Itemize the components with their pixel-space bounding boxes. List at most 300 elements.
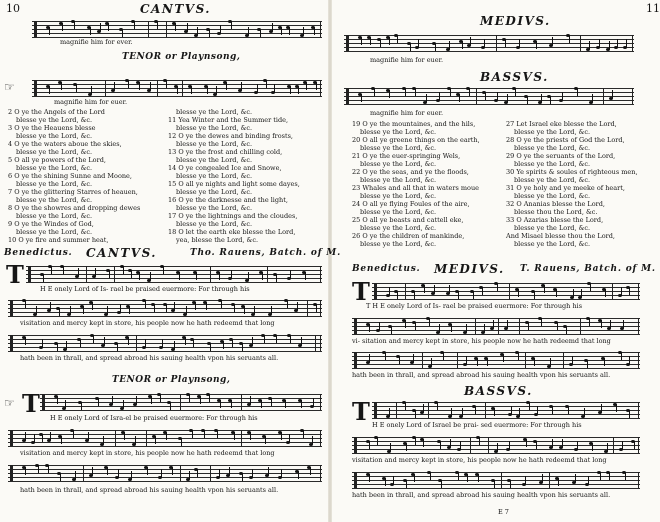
- bassus-heading: BASSVS.: [480, 70, 549, 84]
- note-stem: [103, 436, 104, 444]
- barline: [105, 80, 106, 96]
- barline: [180, 394, 181, 410]
- staff-line: [352, 441, 640, 442]
- barline: [549, 472, 550, 488]
- staff-line: [32, 29, 322, 30]
- note-stem: [525, 476, 526, 484]
- staff-lyric: H E onely Lord of Is- rael be praised euermore: For through his: [40, 285, 250, 293]
- note-stem: [361, 94, 362, 102]
- barline: [182, 80, 183, 96]
- staff-line: [40, 402, 322, 403]
- note-stem: [42, 339, 43, 347]
- note-stem: [434, 285, 435, 293]
- note-stem: [145, 300, 146, 308]
- note-stem: [423, 439, 424, 447]
- note-stem: [265, 436, 266, 444]
- tenor-heading: TENOR or Playnsong,: [122, 52, 241, 62]
- barline: [83, 465, 84, 481]
- note-stem: [389, 90, 390, 98]
- barline: [320, 266, 321, 282]
- note-stem: [189, 394, 190, 402]
- note-stem: [234, 304, 235, 312]
- note-stem: [526, 439, 527, 447]
- note-stem: [437, 402, 438, 410]
- note-stem: [415, 322, 416, 330]
- staff-line: [352, 334, 640, 335]
- note-stem: [76, 84, 77, 92]
- staff-lyric: H E onely Lord of Israel be prai- sed euermore: For through his: [372, 421, 582, 429]
- note-stem: [104, 337, 105, 345]
- note-stem: [151, 396, 152, 404]
- note-stem: [73, 430, 74, 438]
- note-stem: [380, 39, 381, 47]
- verse-line: 2 O ye the Angels of the Lord: [8, 108, 105, 116]
- staff-line: [352, 445, 640, 446]
- note-stem: [377, 437, 378, 445]
- staff-lyric: visitation and mercy kept in store, his people now he hath redeemd that long: [20, 319, 275, 327]
- note-stem: [163, 266, 164, 274]
- note-stem: [415, 88, 416, 96]
- note-stem: [122, 29, 123, 37]
- staff-line: [26, 274, 322, 275]
- barline: [320, 80, 321, 96]
- note-stem: [397, 291, 398, 299]
- verse-line: blesse thou the Lord, &c.: [514, 208, 598, 216]
- note-stem: [219, 272, 220, 280]
- music-staff: [352, 435, 640, 455]
- note-stem: [220, 400, 221, 408]
- verse-line: 7 O ye the glittering Starres of heauen,: [8, 188, 138, 196]
- note-stem: [25, 467, 26, 475]
- verses-column-2: [168, 108, 300, 244]
- note-stem: [450, 439, 451, 447]
- note-stem: [389, 408, 390, 416]
- note-stem: [473, 291, 474, 299]
- barline: [320, 465, 321, 481]
- note-stem: [310, 467, 311, 475]
- note-stem: [406, 480, 407, 488]
- note-stem: [81, 402, 82, 410]
- note-stem: [204, 430, 205, 438]
- barline: [632, 88, 633, 104]
- note-stem: [462, 408, 463, 416]
- running-head: CANTVS.: [140, 2, 211, 16]
- staff-line: [352, 437, 640, 438]
- verse-line: blesse ye the Lord, &c.: [16, 212, 93, 220]
- note-stem: [242, 473, 243, 481]
- barline: [638, 318, 639, 334]
- note-stem: [509, 441, 510, 449]
- note-stem: [229, 467, 230, 475]
- music-staff: [8, 333, 322, 353]
- note-stem: [423, 404, 424, 412]
- note-stem: [528, 322, 529, 330]
- note-stem: [629, 287, 630, 295]
- staff-lyric: hath been in thrall, and spread abroad his sauing health vpon his seruants all.: [352, 371, 611, 379]
- barline: [632, 35, 633, 51]
- clef-mark: [10, 430, 13, 446]
- note-stem: [217, 430, 218, 438]
- note-stem: [57, 396, 58, 404]
- note-stem: [175, 23, 176, 31]
- note-stem: [155, 436, 156, 444]
- note-stem: [223, 341, 224, 349]
- verse-line: 32 O Ananias blesse the Lord,: [506, 200, 605, 208]
- note-stem: [577, 88, 578, 96]
- note-stem: [405, 320, 406, 328]
- note-stem: [161, 469, 162, 477]
- staff-line: [40, 394, 322, 395]
- note-stem: [242, 343, 243, 351]
- note-stem: [303, 27, 304, 35]
- staff-line: [40, 406, 322, 407]
- barline: [267, 266, 268, 282]
- verse-line: 12 O ye the dewes and binding frosts,: [168, 132, 293, 140]
- note-stem: [511, 406, 512, 414]
- note-stem: [261, 400, 262, 408]
- note-stem: [290, 335, 291, 343]
- verse-line: blesse ye the Lord, &c.: [360, 128, 437, 136]
- staff-line: [8, 446, 322, 447]
- note-stem: [369, 324, 370, 332]
- note-stem: [108, 23, 109, 31]
- note-stem: [415, 410, 416, 418]
- clef-mark: [374, 402, 377, 418]
- pointing-hand-icon: ☞: [4, 80, 15, 94]
- verse-line: blesse ye the Lord, &c.: [360, 240, 437, 248]
- note-stem: [515, 88, 516, 96]
- note-stem: [231, 21, 232, 29]
- note-stem: [281, 469, 282, 477]
- note-stem: [61, 436, 62, 444]
- music-staff: [344, 33, 634, 53]
- note-stem: [120, 304, 121, 312]
- note-stem: [451, 324, 452, 332]
- verse-line: yea, blesse the Lord, &c.: [176, 236, 259, 244]
- note-stem: [187, 23, 188, 31]
- note-stem: [625, 472, 626, 480]
- note-stem: [369, 441, 370, 449]
- verse-line: 23 Whales and all that in waters moue: [352, 184, 479, 192]
- note-stem: [536, 441, 537, 449]
- note-stem: [174, 341, 175, 349]
- barline: [457, 352, 458, 368]
- staff-line: [32, 21, 322, 22]
- verse-line: blesse ye the Lord, &c.: [360, 208, 437, 216]
- barline: [519, 318, 520, 334]
- note-stem: [166, 80, 167, 88]
- verse-line: blesse ye the Lord, &c.: [16, 164, 93, 172]
- verse-line: blesse ye the Lord, &c.: [360, 176, 437, 184]
- verse-line: 21 O ye the euer-springing Wels,: [352, 152, 461, 160]
- barline: [612, 283, 613, 299]
- note-stem: [42, 434, 43, 442]
- note-stem: [552, 439, 553, 447]
- note-stem: [410, 43, 411, 51]
- barline: [166, 21, 167, 37]
- note-stem: [49, 27, 50, 35]
- barline: [476, 88, 477, 104]
- note-stem: [128, 80, 129, 88]
- staff-line: [372, 287, 640, 288]
- barline: [115, 430, 116, 446]
- music-staff: [352, 350, 640, 370]
- note-stem: [157, 21, 158, 29]
- clef-mark: [28, 266, 31, 282]
- note-stem: [272, 23, 273, 31]
- note-stem: [271, 398, 272, 406]
- staff-lyric: visitation and mercy kept in store, his people now he hath redeemd that long: [352, 456, 607, 464]
- note-stem: [313, 398, 314, 406]
- note-stem: [117, 343, 118, 351]
- note-stem: [185, 337, 186, 345]
- staff-line: [32, 96, 322, 97]
- note-stem: [186, 306, 187, 314]
- note-stem: [439, 92, 440, 100]
- barline: [428, 402, 429, 418]
- note-stem: [379, 322, 380, 330]
- verse-line: blesse ye the Lord, &c.: [16, 148, 93, 156]
- note-stem: [573, 289, 574, 297]
- clef-mark: [346, 88, 349, 104]
- verse-line: blesse ye the Lord, &c.: [360, 192, 437, 200]
- note-stem: [621, 287, 622, 295]
- note-stem: [118, 469, 119, 477]
- barline: [136, 335, 137, 351]
- note-stem: [231, 400, 232, 408]
- note-stem: [289, 434, 290, 442]
- note-stem: [316, 82, 317, 90]
- note-stem: [414, 474, 415, 482]
- note-stem: [622, 441, 623, 449]
- note-stem: [609, 41, 610, 49]
- note-stem: [136, 396, 137, 404]
- clef-mark: [354, 318, 357, 334]
- note-stem: [467, 474, 468, 482]
- note-stem: [493, 320, 494, 328]
- note-stem: [587, 360, 588, 368]
- verse-line: 11 Yea Winter and the Summer tide,: [168, 116, 289, 124]
- verse-line: blesse ye the Lord, &c.: [176, 108, 253, 116]
- staff-lyric: H E onely Lord of Isra-el be praised euermore: For through his: [50, 414, 258, 422]
- note-stem: [487, 358, 488, 366]
- note-stem: [226, 82, 227, 90]
- note-stem: [616, 404, 617, 412]
- note-stem: [220, 25, 221, 33]
- note-stem: [397, 35, 398, 43]
- note-stem: [25, 432, 26, 440]
- note-stem: [66, 341, 67, 349]
- staff-line: [372, 406, 640, 407]
- verse-line: blesse ye the Lord, &c.: [176, 220, 253, 228]
- staff-lyric: magnifie him for euer.: [370, 56, 444, 64]
- clef-mark: [34, 21, 37, 37]
- note-stem: [572, 356, 573, 364]
- note-stem: [568, 406, 569, 414]
- note-stem: [216, 86, 217, 94]
- music-staff: [372, 281, 640, 301]
- part-name: MEDIVS.: [434, 262, 505, 276]
- note-stem: [527, 96, 528, 104]
- note-stem: [415, 437, 416, 445]
- note-stem: [232, 339, 233, 347]
- note-stem: [135, 436, 136, 444]
- note-stem: [562, 439, 563, 447]
- note-stem: [507, 94, 508, 102]
- note-stem: [430, 472, 431, 480]
- note-stem: [519, 408, 520, 416]
- staff-line: [352, 352, 640, 353]
- note-stem: [617, 39, 618, 47]
- note-stem: [191, 86, 192, 94]
- clef-mark: [354, 472, 357, 488]
- staff-line: [352, 322, 640, 323]
- verse-line: 27 Let Israel eke blesse the Lord,: [506, 120, 617, 128]
- note-stem: [179, 272, 180, 280]
- note-stem: [301, 337, 302, 345]
- note-stem: [50, 302, 51, 310]
- note-stem: [248, 27, 249, 35]
- staff-line: [352, 360, 640, 361]
- note-stem: [550, 96, 551, 104]
- barline: [307, 300, 308, 316]
- page-number: 10: [6, 2, 20, 15]
- staff-line: [8, 312, 322, 313]
- note-stem: [466, 324, 467, 332]
- note-stem: [494, 408, 495, 416]
- note-stem: [289, 27, 290, 35]
- note-stem: [303, 430, 304, 438]
- staff-line: [344, 47, 634, 48]
- barline: [638, 472, 639, 488]
- note-stem: [557, 322, 558, 330]
- verse-line: 33 O Azarias blesse the Lord,: [506, 216, 604, 224]
- note-stem: [462, 41, 463, 49]
- note-stem: [131, 471, 132, 479]
- barline: [320, 430, 321, 446]
- note-stem: [449, 41, 450, 49]
- note-stem: [361, 37, 362, 45]
- barline: [613, 437, 614, 453]
- composer: T. Rauens, Batch. of M.: [520, 264, 656, 274]
- note-stem: [477, 358, 478, 366]
- barline: [470, 437, 471, 453]
- note-stem: [601, 404, 602, 412]
- note-stem: [257, 84, 258, 92]
- note-stem: [626, 39, 627, 47]
- note-stem: [592, 94, 593, 102]
- page-number: 11: [646, 2, 660, 15]
- note-stem: [552, 37, 553, 45]
- staff-line: [372, 402, 640, 403]
- note-stem: [449, 285, 450, 293]
- barline: [320, 335, 321, 351]
- verse-line: blesse ye the Lord, &c.: [360, 160, 437, 168]
- verse-line: blesse ye the Lord, &c.: [176, 156, 253, 164]
- staff-line: [352, 476, 640, 477]
- note-stem: [207, 86, 208, 94]
- clef-mark: [42, 394, 45, 410]
- verse-line: blesse ye the Lord, &c.: [16, 132, 93, 140]
- verse-line: 15 O all ye nights and light some dayes,: [168, 180, 300, 188]
- staff-line: [352, 484, 640, 485]
- note-stem: [252, 337, 253, 345]
- pointing-hand-icon: ☞: [4, 396, 15, 410]
- staff-line: [352, 326, 640, 327]
- note-stem: [607, 443, 608, 451]
- staff-line: [40, 398, 322, 399]
- note-stem: [234, 432, 235, 440]
- verse-line: 10 O ye fire and summer heat,: [8, 236, 109, 244]
- verse-line: 22 O ye the seas, and ye the floods,: [352, 168, 469, 176]
- note-stem: [91, 86, 92, 94]
- verse-line: blesse ye the Lord, &c.: [514, 240, 591, 248]
- barline: [241, 430, 242, 446]
- staff-line: [26, 282, 322, 283]
- note-stem: [65, 400, 66, 408]
- verse-line: blesse ye the Lord, &c.: [360, 144, 437, 152]
- verse-line: 14 O ye congealed Ice and Snowe,: [168, 164, 282, 172]
- note-stem: [503, 354, 504, 362]
- verse-line: 25 O all ye beasts and cattell eke,: [352, 216, 464, 224]
- note-stem: [274, 84, 275, 92]
- note-stem: [241, 82, 242, 90]
- note-stem: [484, 324, 485, 332]
- verse-line: blesse ye the Lord, &c.: [176, 124, 253, 132]
- note-stem: [518, 352, 519, 360]
- barline: [157, 80, 158, 96]
- verses-column-1: [8, 108, 140, 244]
- verse-line: 31 O ye holy and ye meeke of heart,: [506, 184, 625, 192]
- staff-line: [352, 330, 640, 331]
- verse-line: 4 O ye the waters aboue the skies,: [8, 140, 122, 148]
- note-stem: [305, 272, 306, 280]
- staff-line: [8, 442, 322, 443]
- note-stem: [196, 272, 197, 280]
- note-stem: [231, 270, 232, 278]
- note-stem: [389, 287, 390, 295]
- barline: [485, 402, 486, 418]
- staff-line: [372, 414, 640, 415]
- music-staff: [8, 428, 322, 448]
- note-stem: [98, 398, 99, 406]
- note-stem: [510, 480, 511, 488]
- note-stem: [562, 92, 563, 100]
- note-stem: [166, 432, 167, 440]
- note-stem: [478, 474, 479, 482]
- music-staff: [32, 78, 322, 98]
- staff-lyric: T H E onely Lord of Is- rael be praised euermore: For through his: [366, 302, 583, 310]
- note-stem: [150, 82, 151, 90]
- note-stem: [192, 430, 193, 438]
- staff-line: [344, 51, 634, 52]
- note-stem: [112, 396, 113, 404]
- verse-line: blesse ye the Lord, &c.: [16, 116, 93, 124]
- music-staff: [40, 392, 322, 412]
- drop-cap: T: [22, 389, 40, 418]
- note-stem: [92, 467, 93, 475]
- note-stem: [610, 320, 611, 328]
- note-stem: [592, 443, 593, 451]
- note-stem: [83, 306, 84, 314]
- note-stem: [298, 471, 299, 479]
- staff-line: [8, 469, 322, 470]
- verse-line: 29 O ye the seruants of the Lord,: [506, 152, 616, 160]
- note-stem: [197, 469, 198, 477]
- note-stem: [441, 480, 442, 488]
- note-stem: [43, 274, 44, 282]
- note-stem: [166, 304, 167, 312]
